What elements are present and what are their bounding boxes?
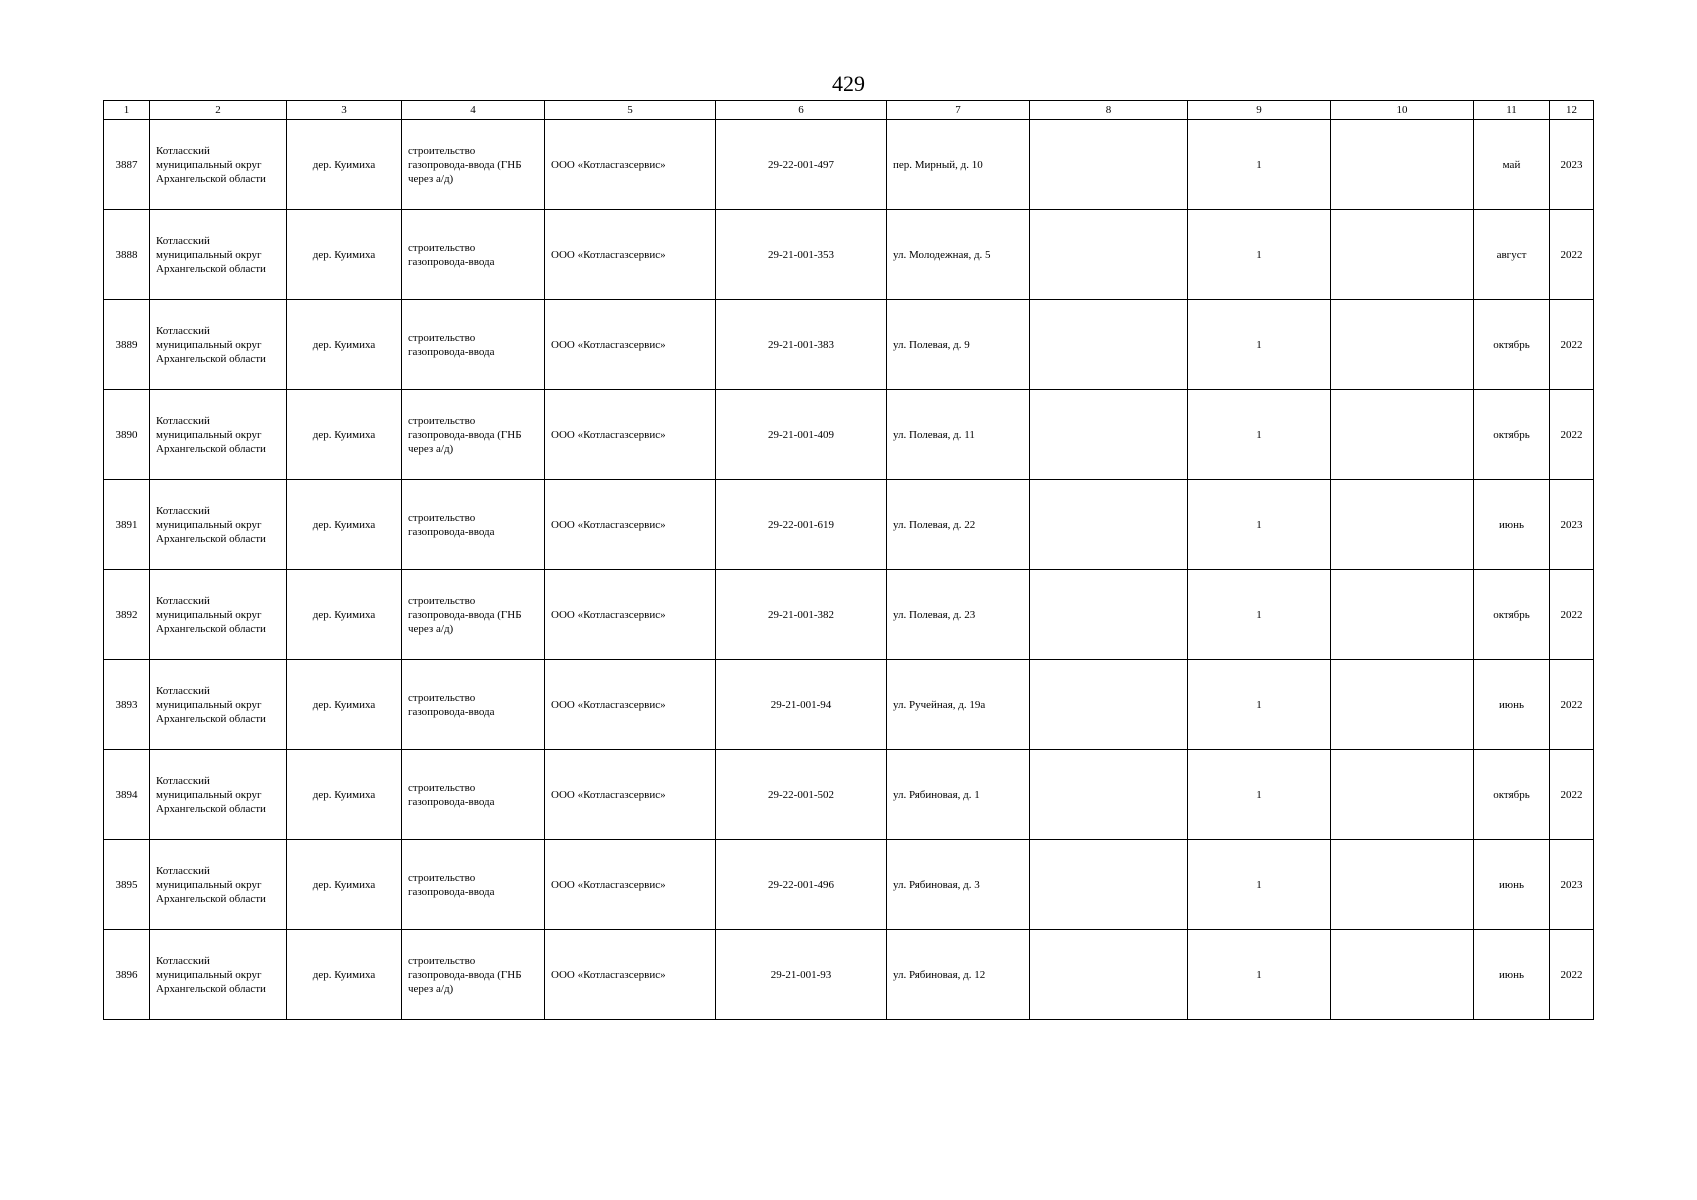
address-cell: ул. Полевая, д. 23: [887, 570, 1030, 660]
object-code-cell: 29-22-001-619: [716, 480, 887, 570]
object-code-cell: 29-21-001-94: [716, 660, 887, 750]
year-cell: 2022: [1550, 930, 1594, 1020]
column-header: 7: [887, 101, 1030, 120]
column-10-cell: [1331, 120, 1474, 210]
column-8-cell: [1030, 300, 1188, 390]
municipality-cell: Котласский муниципальный округ Архангельской области: [150, 660, 287, 750]
object-code-cell: 29-21-001-409: [716, 390, 887, 480]
address-cell: ул. Ручейная, д. 19а: [887, 660, 1030, 750]
settlement-cell: дер. Куимиха: [287, 390, 402, 480]
month-cell: май: [1474, 120, 1550, 210]
month-cell: октябрь: [1474, 750, 1550, 840]
address-cell: ул. Полевая, д. 9: [887, 300, 1030, 390]
year-cell: 2023: [1550, 120, 1594, 210]
page-number: 429: [832, 71, 865, 96]
year-cell: 2022: [1550, 210, 1594, 300]
column-header: 11: [1474, 101, 1550, 120]
row-number: 3894: [104, 750, 150, 840]
table-row: [104, 480, 1594, 570]
organization-cell: ООО «Котласгазсервис»: [545, 120, 716, 210]
column-8-cell: [1030, 480, 1188, 570]
settlement-cell: дер. Куимиха: [287, 930, 402, 1020]
municipality-cell: Котласский муниципальный округ Архангельской области: [150, 750, 287, 840]
year-cell: 2022: [1550, 750, 1594, 840]
table-row: [104, 750, 1594, 840]
address-cell: ул. Полевая, д. 11: [887, 390, 1030, 480]
column-header: 2: [150, 101, 287, 120]
column-8-cell: [1030, 660, 1188, 750]
table-row: [104, 300, 1594, 390]
settlement-cell: дер. Куимиха: [287, 120, 402, 210]
municipality-cell: Котласский муниципальный округ Архангельской области: [150, 570, 287, 660]
organization-cell: ООО «Котласгазсервис»: [545, 210, 716, 300]
quantity-cell: 1: [1188, 930, 1331, 1020]
settlement-cell: дер. Куимиха: [287, 750, 402, 840]
column-header: 4: [402, 101, 545, 120]
month-cell: июнь: [1474, 660, 1550, 750]
settlement-cell: дер. Куимиха: [287, 300, 402, 390]
organization-cell: ООО «Котласгазсервис»: [545, 930, 716, 1020]
column-8-cell: [1030, 840, 1188, 930]
column-8-cell: [1030, 390, 1188, 480]
object-code-cell: 29-21-001-93: [716, 930, 887, 1020]
column-header: 9: [1188, 101, 1331, 120]
month-cell: октябрь: [1474, 570, 1550, 660]
organization-cell: ООО «Котласгазсервис»: [545, 480, 716, 570]
column-10-cell: [1331, 840, 1474, 930]
quantity-cell: 1: [1188, 390, 1331, 480]
municipality-cell: Котласский муниципальный округ Архангельской области: [150, 840, 287, 930]
quantity-cell: 1: [1188, 840, 1331, 930]
address-cell: ул. Рябиновая, д. 3: [887, 840, 1030, 930]
work-type-cell: строительство газопровода-ввода: [402, 210, 545, 300]
column-header: 5: [545, 101, 716, 120]
month-cell: октябрь: [1474, 390, 1550, 480]
column-10-cell: [1331, 300, 1474, 390]
municipality-cell: Котласский муниципальный округ Архангельской области: [150, 210, 287, 300]
object-code-cell: 29-21-001-353: [716, 210, 887, 300]
column-10-cell: [1331, 390, 1474, 480]
table-row: [104, 210, 1594, 300]
header-row: [104, 101, 1594, 120]
row-number: 3887: [104, 120, 150, 210]
column-10-cell: [1331, 750, 1474, 840]
quantity-cell: 1: [1188, 750, 1331, 840]
month-cell: август: [1474, 210, 1550, 300]
organization-cell: ООО «Котласгазсервис»: [545, 750, 716, 840]
quantity-cell: 1: [1188, 660, 1331, 750]
row-number: 3892: [104, 570, 150, 660]
table-row: [104, 120, 1594, 210]
month-cell: июнь: [1474, 480, 1550, 570]
month-cell: июнь: [1474, 840, 1550, 930]
column-10-cell: [1331, 930, 1474, 1020]
year-cell: 2022: [1550, 660, 1594, 750]
row-number: 3895: [104, 840, 150, 930]
settlement-cell: дер. Куимиха: [287, 840, 402, 930]
column-header: 10: [1331, 101, 1474, 120]
column-8-cell: [1030, 570, 1188, 660]
work-type-cell: строительство газопровода-ввода (ГНБ через а/д): [402, 120, 545, 210]
work-type-cell: строительство газопровода-ввода: [402, 480, 545, 570]
object-code-cell: 29-21-001-383: [716, 300, 887, 390]
municipality-cell: Котласский муниципальный округ Архангельской области: [150, 120, 287, 210]
organization-cell: ООО «Котласгазсервис»: [545, 570, 716, 660]
column-header: 8: [1030, 101, 1188, 120]
column-header: 12: [1550, 101, 1594, 120]
work-type-cell: строительство газопровода-ввода (ГНБ через а/д): [402, 570, 545, 660]
object-code-cell: 29-22-001-496: [716, 840, 887, 930]
column-10-cell: [1331, 570, 1474, 660]
year-cell: 2022: [1550, 390, 1594, 480]
object-code-cell: 29-21-001-382: [716, 570, 887, 660]
settlement-cell: дер. Куимиха: [287, 210, 402, 300]
month-cell: октябрь: [1474, 300, 1550, 390]
address-cell: ул. Полевая, д. 22: [887, 480, 1030, 570]
column-header: 6: [716, 101, 887, 120]
organization-cell: ООО «Котласгазсервис»: [545, 840, 716, 930]
table-body: [104, 120, 1594, 1020]
column-10-cell: [1331, 480, 1474, 570]
work-type-cell: строительство газопровода-ввода: [402, 300, 545, 390]
year-cell: 2022: [1550, 570, 1594, 660]
row-number: 3893: [104, 660, 150, 750]
row-number: 3891: [104, 480, 150, 570]
row-number: 3888: [104, 210, 150, 300]
row-number: 3889: [104, 300, 150, 390]
organization-cell: ООО «Котласгазсервис»: [545, 660, 716, 750]
year-cell: 2023: [1550, 480, 1594, 570]
municipality-cell: Котласский муниципальный округ Архангельской области: [150, 300, 287, 390]
work-type-cell: строительство газопровода-ввода: [402, 750, 545, 840]
settlement-cell: дер. Куимиха: [287, 570, 402, 660]
column-8-cell: [1030, 120, 1188, 210]
column-8-cell: [1030, 750, 1188, 840]
row-number: 3890: [104, 390, 150, 480]
work-type-cell: строительство газопровода-ввода: [402, 660, 545, 750]
quantity-cell: 1: [1188, 570, 1331, 660]
table-row: [104, 660, 1594, 750]
organization-cell: ООО «Котласгазсервис»: [545, 300, 716, 390]
table-row: [104, 840, 1594, 930]
work-type-cell: строительство газопровода-ввода: [402, 840, 545, 930]
row-number: 3896: [104, 930, 150, 1020]
quantity-cell: 1: [1188, 480, 1331, 570]
quantity-cell: 1: [1188, 210, 1331, 300]
year-cell: 2023: [1550, 840, 1594, 930]
quantity-cell: 1: [1188, 300, 1331, 390]
column-8-cell: [1030, 210, 1188, 300]
work-type-cell: строительство газопровода-ввода (ГНБ через а/д): [402, 930, 545, 1020]
municipality-cell: Котласский муниципальный округ Архангельской области: [150, 930, 287, 1020]
column-8-cell: [1030, 930, 1188, 1020]
month-cell: июнь: [1474, 930, 1550, 1020]
column-header: 1: [104, 101, 150, 120]
year-cell: 2022: [1550, 300, 1594, 390]
address-cell: пер. Мирный, д. 10: [887, 120, 1030, 210]
settlement-cell: дер. Куимиха: [287, 660, 402, 750]
organization-cell: ООО «Котласгазсервис»: [545, 390, 716, 480]
column-10-cell: [1331, 210, 1474, 300]
table-row: [104, 930, 1594, 1020]
column-10-cell: [1331, 660, 1474, 750]
address-cell: ул. Рябиновая, д. 12: [887, 930, 1030, 1020]
address-cell: ул. Рябиновая, д. 1: [887, 750, 1030, 840]
object-code-cell: 29-22-001-497: [716, 120, 887, 210]
address-cell: ул. Молодежная, д. 5: [887, 210, 1030, 300]
table-header: [104, 101, 1594, 120]
municipality-cell: Котласский муниципальный округ Архангельской области: [150, 390, 287, 480]
work-type-cell: строительство газопровода-ввода (ГНБ через а/д): [402, 390, 545, 480]
column-header: 3: [287, 101, 402, 120]
object-code-cell: 29-22-001-502: [716, 750, 887, 840]
settlement-cell: дер. Куимиха: [287, 480, 402, 570]
table-row: [104, 390, 1594, 480]
quantity-cell: 1: [1188, 120, 1331, 210]
register-table: [103, 100, 1594, 1020]
table-row: [104, 570, 1594, 660]
municipality-cell: Котласский муниципальный округ Архангельской области: [150, 480, 287, 570]
